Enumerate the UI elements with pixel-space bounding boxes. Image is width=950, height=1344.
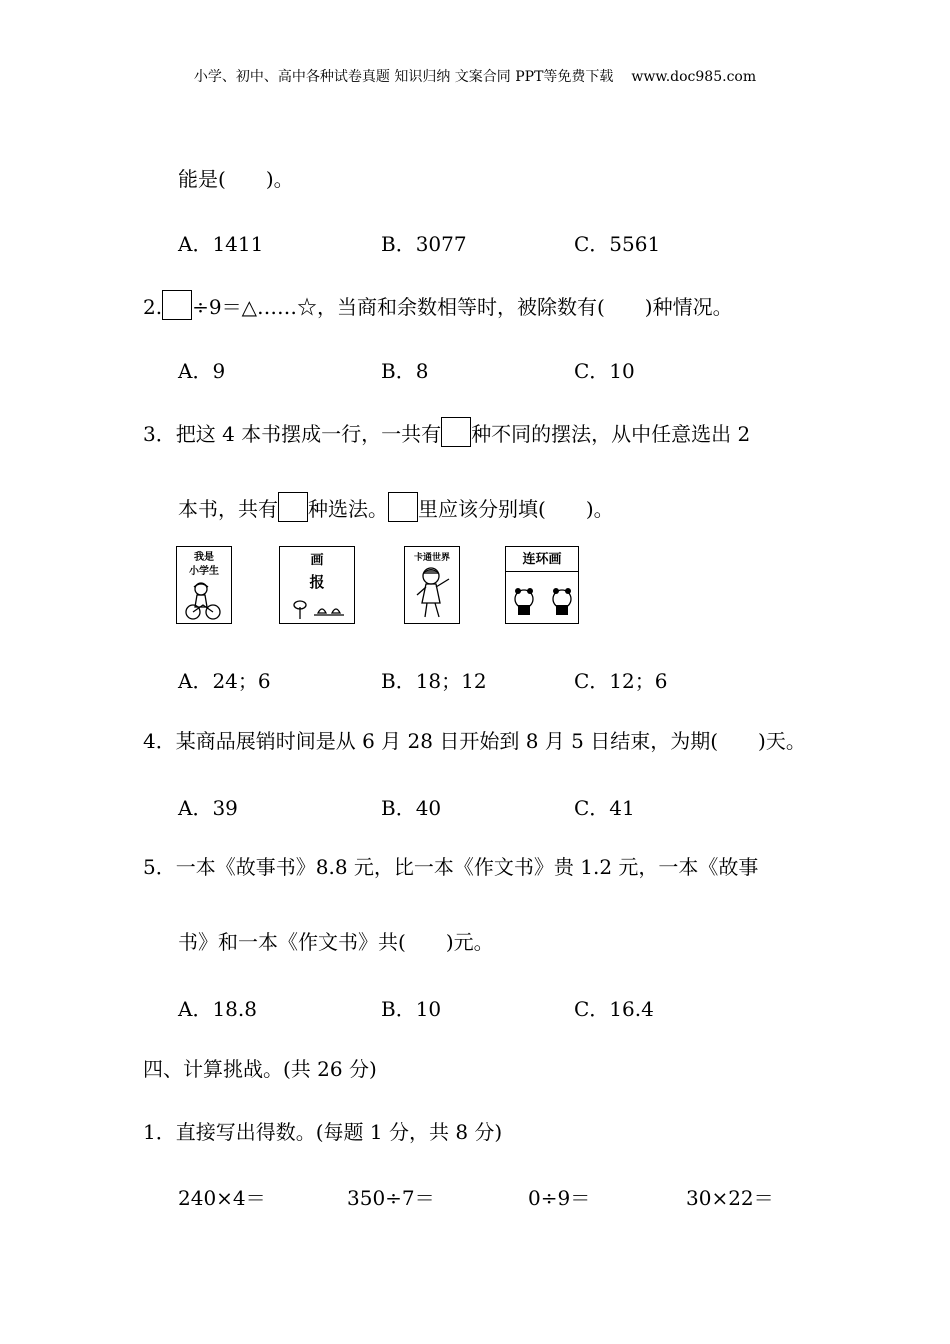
book-card [404,546,460,624]
q5-option-a[interactable]: A．18.8 [178,997,257,1021]
q1-text: 能是( [178,167,226,191]
section-title: 四、计算挑战。(共 26 分) [143,1057,377,1081]
q2-option-b[interactable]: B．8 [381,359,429,383]
calc-item: 350÷7＝ [347,1186,435,1210]
blank-box [278,492,308,522]
book-card [279,546,355,624]
q2-text-end: )种情况。 [644,295,733,319]
book-card [176,546,232,624]
q4-text-end: )天。 [758,729,806,753]
q2-option-c[interactable]: C．10 [574,359,635,383]
q5-option-c[interactable]: C．16.4 [574,997,654,1021]
q5-text: 书》和一本《作文书》共( [178,930,406,954]
q2-number: 2. [143,295,163,319]
q2-stem [143,290,733,320]
divider [506,571,578,572]
pandas-icon [510,583,576,619]
q4-option-a[interactable]: A．39 [178,796,238,820]
blank-box [162,290,192,320]
plants-icon [288,595,348,621]
q1-continuation [178,166,294,192]
q3-number: 3． [143,422,176,446]
sub-question-title: 1．直接写出得数。(每题 1 分，共 8 分) [143,1120,503,1144]
q3-stem-line1 [143,417,750,447]
header-url[interactable]: www.doc985.com [631,69,757,85]
q2-option-a[interactable]: A．9 [178,359,226,383]
q3-option-a[interactable]: A．24；6 [178,669,271,693]
q5-stem-line1 [143,854,758,880]
book-title: 报 [309,573,325,591]
q3-text: 种选法。 [308,497,388,521]
blank-box [441,417,471,447]
q5-number: 5． [143,855,176,879]
q1-option-c[interactable]: C．5561 [574,232,661,256]
girl-icon [411,565,455,621]
child-on-bike-icon [183,581,225,621]
q3-text: 把这 4 本书摆成一行，一共有 [175,422,442,446]
book-title: 我是 [194,552,214,563]
book-title: 连环画 [522,552,562,567]
q3-text: 种不同的摆法，从中任意选出 2 [471,422,751,446]
q5-option-b[interactable]: B．10 [381,997,442,1021]
calc-item: 240×4＝ [178,1186,266,1210]
q4-number: 4． [143,729,176,753]
q5-text: 一本《故事书》8.8 元，比一本《作文书》贵 1.2 元，一本《故事 [175,855,759,879]
q3-text: 里应该分别填( [418,497,546,521]
book-title: 小学生 [189,566,219,577]
q5-stem-line2 [178,929,494,955]
q3-text-end: )。 [585,497,614,521]
blank-box [388,492,418,522]
q3-option-b[interactable]: B．18；12 [381,669,487,693]
q1-option-b[interactable]: B．3077 [381,232,467,256]
q3-text: 本书，共有 [178,497,278,521]
q4-text: 某商品展销时间是从 6 月 28 日开始到 8 月 5 日结束，为期( [175,729,719,753]
q1-option-a[interactable]: A．1411 [178,232,264,256]
page-header [0,66,950,86]
q3-stem-line2 [178,492,614,522]
q2-text: ÷9＝△……☆，当商和余数相等时，被除数有( [192,295,605,319]
calc-item: 30×22＝ [686,1186,774,1210]
q4-option-b[interactable]: B．40 [381,796,442,820]
q5-text-end: )元。 [445,930,494,954]
book-title: 卡通世界 [413,553,450,563]
book-title: 画 [310,553,324,568]
q3-option-c[interactable]: C．12；6 [574,669,668,693]
header-text: 小学、初中、高中各种试卷真题 知识归纳 文案合同 PPT等免费下载 [193,69,614,85]
q4-stem [143,728,806,754]
q1-text-end: )。 [265,167,294,191]
calc-item: 0÷9＝ [528,1186,591,1210]
book-card [505,546,579,624]
q4-option-c[interactable]: C．41 [574,796,635,820]
